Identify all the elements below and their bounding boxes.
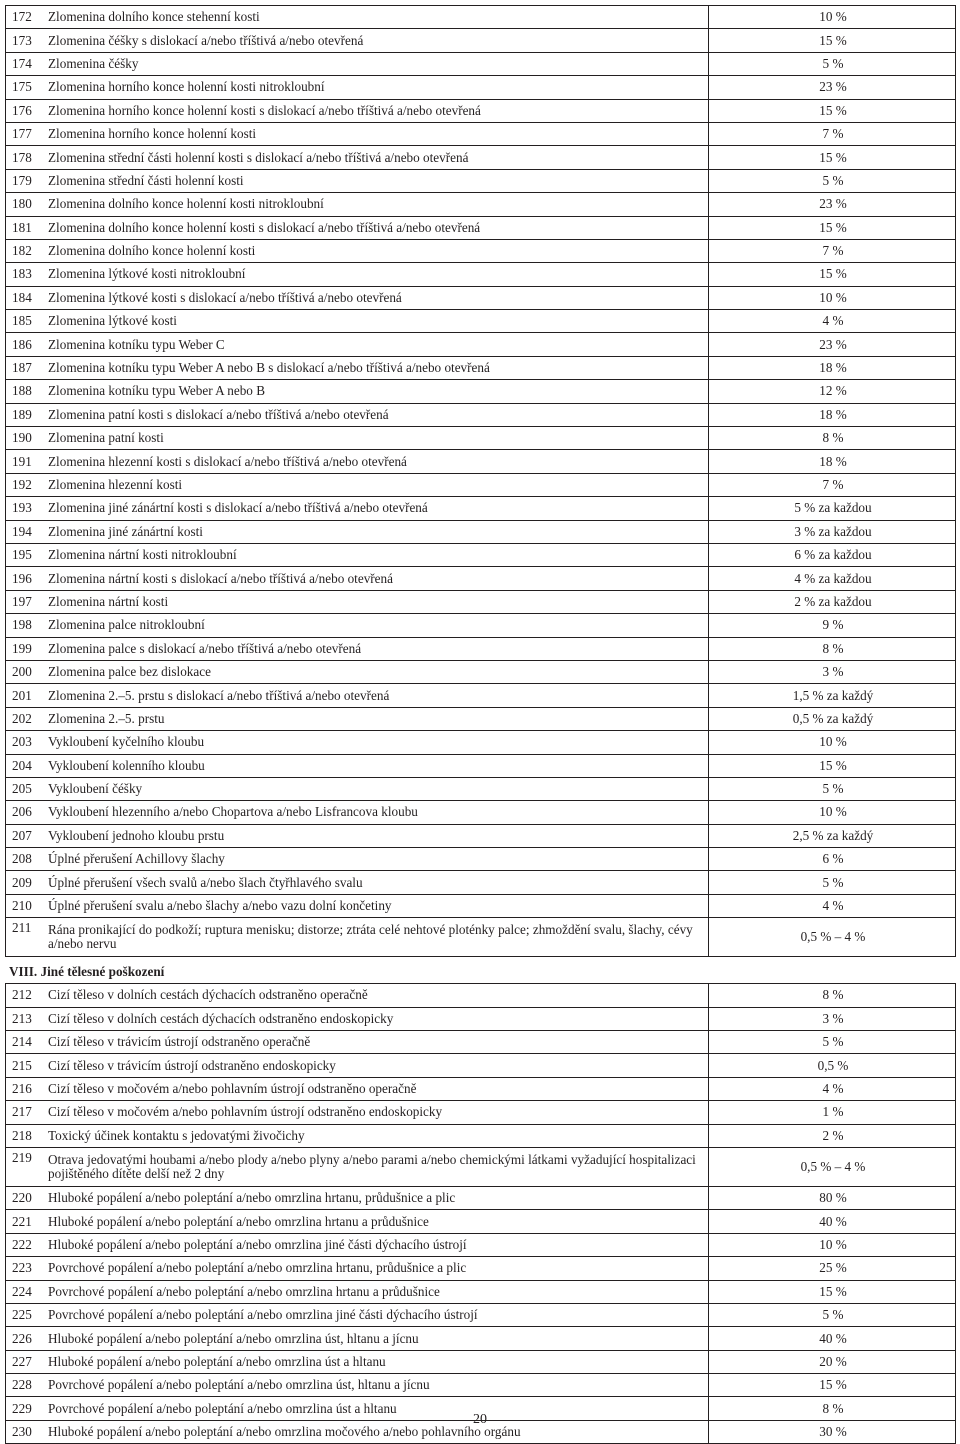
row-description: Zlomenina nártní kosti s dislokací a/nebo tříštivá a/nebo otevřená (42, 567, 709, 590)
table-row (6, 146, 956, 169)
row-value: 15 % (709, 216, 956, 239)
table-row (6, 29, 956, 52)
row-description: Zlomenina patní kosti s dislokací a/nebo tříštivá a/nebo otevřená (42, 403, 709, 426)
table-row (6, 216, 956, 239)
injury-table-b (5, 983, 956, 1444)
table-row (6, 239, 956, 262)
row-description: Zlomenina nártní kosti (42, 590, 709, 613)
row-value: 8 % (709, 984, 956, 1007)
row-value: 15 % (709, 99, 956, 122)
table-row (6, 1101, 956, 1124)
row-description: Otrava jedovatými houbami a/nebo plody a/nebo plyny a/nebo parami a/nebo chemickými látkami vyžadující hospitalizaci pojištěného dítěte delší než 2 dny (42, 1147, 709, 1186)
row-value: 15 % (709, 1374, 956, 1397)
row-description: Vykloubení hlezenního a/nebo Chopartova a/nebo Lisfrancova kloubu (42, 801, 709, 824)
row-value: 1 % (709, 1101, 956, 1124)
table-row (6, 1031, 956, 1054)
table-row (6, 473, 956, 496)
row-description: Povrchové popálení a/nebo poleptání a/nebo omrzlina hrtanu a průdušnice (42, 1280, 709, 1303)
table-row (6, 801, 956, 824)
row-number: 195 (6, 543, 43, 566)
table-row (6, 1257, 956, 1280)
row-number: 219 (6, 1147, 43, 1186)
row-description: Zlomenina horního konce holenní kosti s dislokací a/nebo tříštivá a/nebo otevřená (42, 99, 709, 122)
row-value: 4 % (709, 310, 956, 333)
row-number: 228 (6, 1374, 43, 1397)
row-description: Úplné přerušení Achillovy šlachy (42, 848, 709, 871)
row-description: Rána pronikající do podkoží; ruptura menisku; distorze; ztráta celé nehtové ploténky palce; zhmoždění svalu, šlachy, cévy a/nebo nervu (42, 918, 709, 957)
row-number: 202 (6, 707, 43, 730)
row-description: Zlomenina palce bez dislokace (42, 660, 709, 683)
row-value: 40 % (709, 1327, 956, 1350)
row-number: 214 (6, 1031, 43, 1054)
row-description: Zlomenina horního konce holenní kosti (42, 122, 709, 145)
row-description: Zlomenina 2.–5. prstu (42, 707, 709, 730)
row-value: 18 % (709, 403, 956, 426)
row-description: Zlomenina lýtkové kosti nitrokloubní (42, 263, 709, 286)
table-row (6, 637, 956, 660)
table-row (6, 76, 956, 99)
row-description: Zlomenina čéšky s dislokací a/nebo tříštivá a/nebo otevřená (42, 29, 709, 52)
row-value: 3 % (709, 660, 956, 683)
page-number: 20 (473, 1412, 487, 1427)
row-number: 191 (6, 450, 43, 473)
table-row (6, 99, 956, 122)
table-row (6, 6, 956, 29)
row-description: Zlomenina palce s dislokací a/nebo tříštivá a/nebo otevřená (42, 637, 709, 660)
row-number: 227 (6, 1350, 43, 1373)
table-row (6, 614, 956, 637)
row-description: Vykloubení kyčelního kloubu (42, 731, 709, 754)
table-row (6, 403, 956, 426)
injury-table-a (5, 5, 956, 957)
table-row (6, 707, 956, 730)
row-value: 5 % za každou (709, 497, 956, 520)
row-number: 189 (6, 403, 43, 426)
row-number: 221 (6, 1210, 43, 1233)
table-row (6, 1124, 956, 1147)
row-number: 174 (6, 52, 43, 75)
row-value: 7 % (709, 473, 956, 496)
row-description: Zlomenina horního konce holenní kosti nitrokloubní (42, 76, 709, 99)
row-value: 15 % (709, 1280, 956, 1303)
row-description: Zlomenina nártní kosti nitrokloubní (42, 543, 709, 566)
row-value: 23 % (709, 76, 956, 99)
row-number: 175 (6, 76, 43, 99)
row-number: 199 (6, 637, 43, 660)
row-number: 196 (6, 567, 43, 590)
table-row (6, 1007, 956, 1030)
row-value: 15 % (709, 754, 956, 777)
row-description: Cizí těleso v trávicím ústrojí odstraněno endoskopicky (42, 1054, 709, 1077)
row-value: 15 % (709, 146, 956, 169)
row-description: Hluboké popálení a/nebo poleptání a/nebo omrzlina jiné části dýchacího ústrojí (42, 1233, 709, 1256)
row-description: Povrchové popálení a/nebo poleptání a/nebo omrzlina jiné části dýchacího ústrojí (42, 1303, 709, 1326)
row-description: Zlomenina hlezenní kosti s dislokací a/nebo tříštivá a/nebo otevřená (42, 450, 709, 473)
table-row (6, 1210, 956, 1233)
row-value: 18 % (709, 356, 956, 379)
table-row (6, 1233, 956, 1256)
row-value: 40 % (709, 1210, 956, 1233)
row-number: 173 (6, 29, 43, 52)
table-row (6, 497, 956, 520)
table-row (6, 1147, 956, 1186)
row-number: 223 (6, 1257, 43, 1280)
row-value: 4 % (709, 1077, 956, 1100)
row-value: 0,5 % – 4 % (709, 1147, 956, 1186)
row-number: 193 (6, 497, 43, 520)
row-number: 187 (6, 356, 43, 379)
row-value: 25 % (709, 1257, 956, 1280)
row-description: Zlomenina lýtkové kosti (42, 310, 709, 333)
row-description: Zlomenina jiné zánártní kosti (42, 520, 709, 543)
table-row (6, 777, 956, 800)
table-row (6, 1350, 956, 1373)
table-row (6, 122, 956, 145)
table-row (6, 427, 956, 450)
row-description: Vykloubení čéšky (42, 777, 709, 800)
row-number: 222 (6, 1233, 43, 1256)
row-description: Hluboké popálení a/nebo poleptání a/nebo omrzlina hrtanu, průdušnice a plic (42, 1186, 709, 1209)
row-description: Cizí těleso v močovém a/nebo pohlavním ústrojí odstraněno endoskopicky (42, 1101, 709, 1124)
row-number: 192 (6, 473, 43, 496)
row-description: Zlomenina palce nitrokloubní (42, 614, 709, 637)
row-description: Povrchové popálení a/nebo poleptání a/nebo omrzlina hrtanu, průdušnice a plic (42, 1257, 709, 1280)
row-description: Cizí těleso v dolních cestách dýchacích odstraněno operačně (42, 984, 709, 1007)
row-value: 0,5 % (709, 1054, 956, 1077)
table-row (6, 52, 956, 75)
section-heading: VIII. Jiné tělesné poškození (9, 964, 165, 980)
row-value: 12 % (709, 380, 956, 403)
row-number: 212 (6, 984, 43, 1007)
row-description: Toxický účinek kontaktu s jedovatými živočichy (42, 1124, 709, 1147)
row-value: 15 % (709, 263, 956, 286)
row-value: 15 % (709, 29, 956, 52)
row-value: 80 % (709, 1186, 956, 1209)
row-description: Povrchové popálení a/nebo poleptání a/nebo omrzlina úst, hltanu a jícnu (42, 1374, 709, 1397)
row-number: 207 (6, 824, 43, 847)
row-number: 179 (6, 169, 43, 192)
table-row (6, 984, 956, 1007)
row-number: 230 (6, 1420, 43, 1443)
row-description: Vykloubení jednoho kloubu prstu (42, 824, 709, 847)
row-description: Cizí těleso v dolních cestách dýchacích odstraněno endoskopicky (42, 1007, 709, 1030)
row-value: 4 % (709, 894, 956, 917)
row-value: 5 % (709, 777, 956, 800)
row-number: 197 (6, 590, 43, 613)
row-number: 204 (6, 754, 43, 777)
row-number: 213 (6, 1007, 43, 1030)
row-number: 201 (6, 684, 43, 707)
table-row (6, 731, 956, 754)
table-row (6, 824, 956, 847)
row-value: 2 % (709, 1124, 956, 1147)
row-value: 23 % (709, 333, 956, 356)
table-row (6, 543, 956, 566)
table-row (6, 1303, 956, 1326)
table-row (6, 310, 956, 333)
row-number: 176 (6, 99, 43, 122)
row-number: 205 (6, 777, 43, 800)
table-row (6, 356, 956, 379)
row-description: Cizí těleso v močovém a/nebo pohlavním ústrojí odstraněno operačně (42, 1077, 709, 1100)
row-number: 226 (6, 1327, 43, 1350)
table-row (6, 684, 956, 707)
row-value: 8 % (709, 637, 956, 660)
row-description: Hluboké popálení a/nebo poleptání a/nebo omrzlina úst, hltanu a jícnu (42, 1327, 709, 1350)
row-number: 177 (6, 122, 43, 145)
row-value: 2 % za každou (709, 590, 956, 613)
row-number: 225 (6, 1303, 43, 1326)
table-row (6, 169, 956, 192)
table-row (6, 333, 956, 356)
document-page (5, 5, 956, 1444)
row-number: 188 (6, 380, 43, 403)
row-value: 8 % (709, 427, 956, 450)
row-number: 184 (6, 286, 43, 309)
row-number: 209 (6, 871, 43, 894)
row-number: 203 (6, 731, 43, 754)
table-row (6, 1054, 956, 1077)
row-description: Zlomenina čéšky (42, 52, 709, 75)
row-description: Cizí těleso v trávicím ústrojí odstraněno operačně (42, 1031, 709, 1054)
row-number: 194 (6, 520, 43, 543)
row-number: 182 (6, 239, 43, 262)
row-value: 5 % (709, 169, 956, 192)
table-row (6, 660, 956, 683)
table-row (6, 1374, 956, 1397)
table-row (6, 918, 956, 957)
table-row (6, 1186, 956, 1209)
row-value: 6 % (709, 848, 956, 871)
row-description: Zlomenina dolního konce holenní kosti s dislokací a/nebo tříštivá a/nebo otevřená (42, 216, 709, 239)
row-number: 185 (6, 310, 43, 333)
table-row (6, 380, 956, 403)
row-value: 23 % (709, 193, 956, 216)
row-number: 172 (6, 6, 43, 29)
row-value: 3 % za každou (709, 520, 956, 543)
row-value: 0,5 % – 4 % (709, 918, 956, 957)
row-value: 5 % (709, 1031, 956, 1054)
table-row (6, 567, 956, 590)
row-description: Zlomenina dolního konce stehenní kosti (42, 6, 709, 29)
row-value: 9 % (709, 614, 956, 637)
table-row (6, 754, 956, 777)
table-row (6, 520, 956, 543)
row-number: 190 (6, 427, 43, 450)
row-description: Zlomenina kotníku typu Weber C (42, 333, 709, 356)
row-number: 211 (6, 918, 43, 957)
row-number: 186 (6, 333, 43, 356)
table-row (6, 193, 956, 216)
row-value: 10 % (709, 286, 956, 309)
row-description: Zlomenina kotníku typu Weber A nebo B (42, 380, 709, 403)
row-number: 206 (6, 801, 43, 824)
row-description: Hluboké popálení a/nebo poleptání a/nebo omrzlina úst a hltanu (42, 1350, 709, 1373)
row-value: 10 % (709, 6, 956, 29)
table-row (6, 1077, 956, 1100)
row-value: 3 % (709, 1007, 956, 1030)
table-row (6, 450, 956, 473)
row-number: 216 (6, 1077, 43, 1100)
table-row (6, 894, 956, 917)
row-value: 5 % (709, 52, 956, 75)
row-description: Zlomenina střední části holenní kosti (42, 169, 709, 192)
row-description: Zlomenina dolního konce holenní kosti (42, 239, 709, 262)
row-number: 180 (6, 193, 43, 216)
row-value: 6 % za každou (709, 543, 956, 566)
table-row (6, 590, 956, 613)
row-number: 224 (6, 1280, 43, 1303)
row-value: 4 % za každou (709, 567, 956, 590)
row-number: 198 (6, 614, 43, 637)
row-number: 200 (6, 660, 43, 683)
table-row (6, 263, 956, 286)
row-description: Zlomenina lýtkové kosti s dislokací a/nebo tříštivá a/nebo otevřená (42, 286, 709, 309)
row-value: 30 % (709, 1420, 956, 1443)
table-row (6, 1327, 956, 1350)
table-row (6, 1280, 956, 1303)
row-description: Zlomenina patní kosti (42, 427, 709, 450)
row-value: 7 % (709, 239, 956, 262)
row-number: 208 (6, 848, 43, 871)
row-description: Zlomenina dolního konce holenní kosti nitrokloubní (42, 193, 709, 216)
row-description: Zlomenina hlezenní kosti (42, 473, 709, 496)
row-number: 217 (6, 1101, 43, 1124)
row-description: Zlomenina jiné zánártní kosti s dislokací a/nebo tříštivá a/nebo otevřená (42, 497, 709, 520)
row-value: 10 % (709, 731, 956, 754)
row-value: 20 % (709, 1350, 956, 1373)
row-description: Hluboké popálení a/nebo poleptání a/nebo omrzlina hrtanu a průdušnice (42, 1210, 709, 1233)
row-description: Úplné přerušení všech svalů a/nebo šlach čtyřhlavého svalu (42, 871, 709, 894)
table-row (6, 286, 956, 309)
row-value: 18 % (709, 450, 956, 473)
row-value: 8 % (709, 1397, 956, 1420)
row-description: Vykloubení kolenního kloubu (42, 754, 709, 777)
row-number: 218 (6, 1124, 43, 1147)
row-value: 10 % (709, 801, 956, 824)
row-number: 183 (6, 263, 43, 286)
row-number: 178 (6, 146, 43, 169)
row-number: 181 (6, 216, 43, 239)
row-description: Zlomenina střední části holenní kosti s dislokací a/nebo tříštivá a/nebo otevřená (42, 146, 709, 169)
row-number: 210 (6, 894, 43, 917)
row-description: Hluboké popálení a/nebo poleptání a/nebo omrzlina močového a/nebo pohlavního orgánu (42, 1420, 709, 1443)
row-number: 215 (6, 1054, 43, 1077)
table-row (6, 871, 956, 894)
row-number: 220 (6, 1186, 43, 1209)
row-value: 5 % (709, 1303, 956, 1326)
row-value: 0,5 % za každý (709, 707, 956, 730)
row-value: 1,5 % za každý (709, 684, 956, 707)
row-value: 7 % (709, 122, 956, 145)
row-value: 5 % (709, 871, 956, 894)
row-value: 10 % (709, 1233, 956, 1256)
row-value: 2,5 % za každý (709, 824, 956, 847)
row-description: Povrchové popálení a/nebo poleptání a/nebo omrzlina úst a hltanu (42, 1397, 709, 1420)
row-description: Zlomenina kotníku typu Weber A nebo B s dislokací a/nebo tříštivá a/nebo otevřená (42, 356, 709, 379)
table-row (6, 848, 956, 871)
row-number: 229 (6, 1397, 43, 1420)
row-description: Zlomenina 2.–5. prstu s dislokací a/nebo tříštivá a/nebo otevřená (42, 684, 709, 707)
row-description: Úplné přerušení svalu a/nebo šlachy a/nebo vazu dolní končetiny (42, 894, 709, 917)
